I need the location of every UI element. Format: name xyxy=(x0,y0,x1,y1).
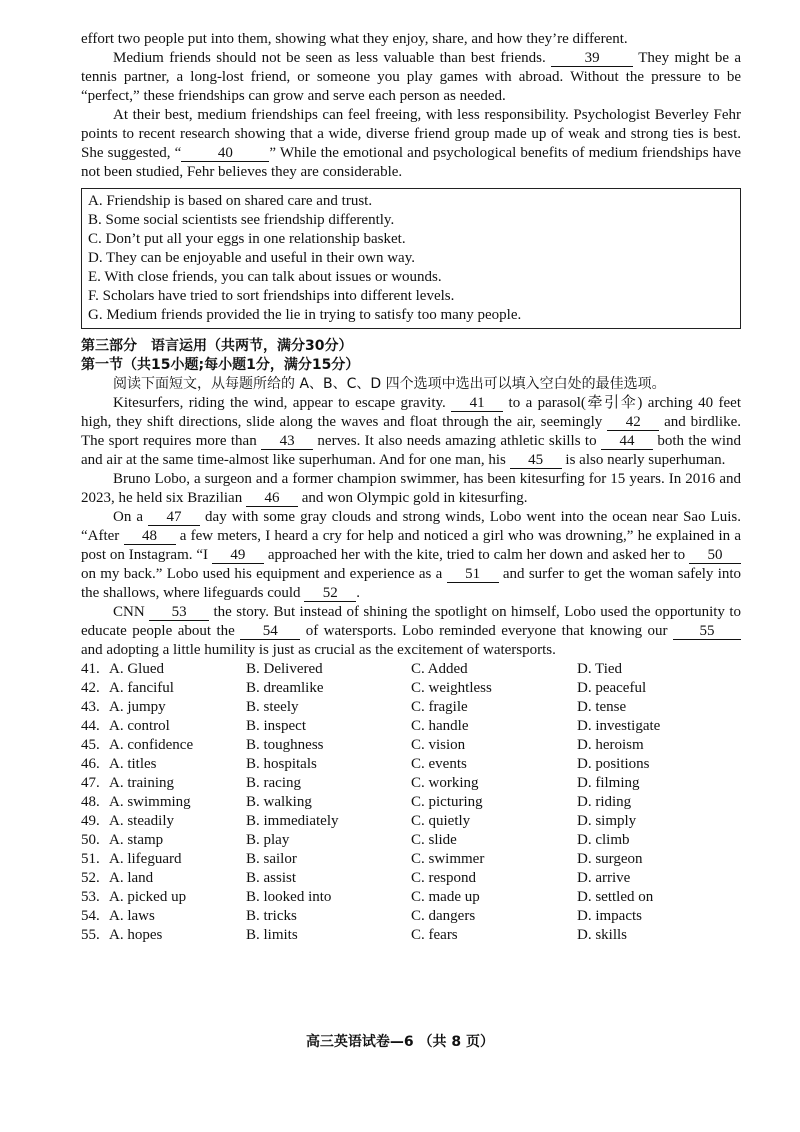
cloze-text: and birdlike. The sport requires more than xyxy=(81,414,741,449)
choice-b: B. tricks xyxy=(246,908,297,924)
question-number: 44. xyxy=(81,718,100,734)
blank-41: 41 xyxy=(451,396,503,412)
option-g: G. Medium friends provided the lie in trying to satisfy too many people. xyxy=(88,307,522,323)
choice-b: B. sailor xyxy=(246,851,297,867)
question-row xyxy=(81,679,741,698)
exam-page xyxy=(81,30,741,945)
choice-a: A. control xyxy=(109,718,170,734)
option-c: C. Don’t put all your eggs in one relationship basket. xyxy=(88,231,406,247)
choice-b: B. inspect xyxy=(246,718,306,734)
choice-b: B. hospitals xyxy=(246,756,317,772)
paragraph-text: ” While the emotional and psychological benefits of medium friendships have not been studied, Fehr believes they are considerable. xyxy=(81,145,741,180)
choice-b: B. dreamlike xyxy=(246,680,324,696)
cloze-text: of watersports. Lobo reminded everyone that knowing our xyxy=(305,623,668,639)
choice-d: D. tense xyxy=(577,699,627,715)
question-number: 49. xyxy=(81,813,100,829)
choice-c: C. Added xyxy=(411,661,468,677)
question-row xyxy=(81,850,741,869)
page-footer: 高三英语试卷—6 （共 8 页） xyxy=(305,1034,495,1050)
choice-d: D. climb xyxy=(577,832,630,848)
option-a: A. Friendship is based on shared care and trust. xyxy=(88,193,373,209)
choice-b: B. immediately xyxy=(246,813,339,829)
cloze-text: to a parasol(牵引伞) arching 40 feet high, they shift directions, slide along the waves and float through the air, seemingly xyxy=(81,395,742,430)
choice-c: C. quietly xyxy=(411,813,471,829)
choice-a: A. swimming xyxy=(109,794,191,810)
question-number: 46. xyxy=(81,756,100,772)
question-row xyxy=(81,755,741,774)
question-number: 50. xyxy=(81,832,100,848)
blank-54: 54 xyxy=(240,624,300,640)
cloze-text: approached her with the kite, tried to calm her down and asked her to xyxy=(267,547,686,563)
choice-c: C. swimmer xyxy=(411,851,485,867)
choice-d: D. arrive xyxy=(577,870,631,886)
choice-c: C. vision xyxy=(411,737,466,753)
blank-53: 53 xyxy=(149,605,209,621)
choice-d: D. riding xyxy=(577,794,632,810)
question-number: 51. xyxy=(81,851,100,867)
blank-51: 51 xyxy=(447,567,499,583)
question-row xyxy=(81,869,741,888)
choice-b: B. racing xyxy=(246,775,301,791)
question-number: 52. xyxy=(81,870,100,886)
question-row xyxy=(81,717,741,736)
cloze-text: day with some gray clouds and strong winds, Lobo went into the ocean near Sao Luis. “After xyxy=(81,509,741,544)
choice-c: C. picturing xyxy=(411,794,483,810)
blank-48: 48 xyxy=(124,529,176,545)
question-number: 41. xyxy=(81,661,100,677)
blank-39: 39 xyxy=(551,51,633,67)
question-row xyxy=(81,812,741,831)
question-row xyxy=(81,926,741,945)
blank-50: 50 xyxy=(689,548,741,564)
cloze-text: is also nearly superhuman. xyxy=(565,452,726,468)
choice-c: C. fears xyxy=(411,927,458,943)
choice-b: B. Delivered xyxy=(246,661,323,677)
cloze-text: and adopting a little humility is just as crucial as the excitement of watersports. xyxy=(81,642,556,658)
question-number: 53. xyxy=(81,889,100,905)
cloze-text: CNN xyxy=(113,604,145,620)
option-e: E. With close friends, you can talk about issues or wounds. xyxy=(88,269,442,285)
option-b: B. Some social scientists see friendship differently. xyxy=(88,212,395,228)
question-row xyxy=(81,774,741,793)
choice-c: C. events xyxy=(411,756,467,772)
instruction-text: 阅读下面短文，从每题所给的 A、B、C、D 四个选项中选出可以填入空白处的最佳选项。 xyxy=(113,376,666,392)
choice-a: A. jumpy xyxy=(109,699,166,715)
choice-a: A. steadily xyxy=(109,813,174,829)
blank-43: 43 xyxy=(261,434,313,450)
choice-b: B. play xyxy=(246,832,290,848)
cloze-paragraph-3 xyxy=(81,508,741,603)
choice-a: A. land xyxy=(109,870,154,886)
cloze-text: on my back.” Lobo used his equipment and experience as a xyxy=(81,566,443,582)
question-row xyxy=(81,698,741,717)
blank-42: 42 xyxy=(607,415,659,431)
choice-c: C. respond xyxy=(411,870,476,886)
cloze-paragraph-2 xyxy=(81,470,741,508)
paragraph-text: They might be a tennis partner, a long-lost friend, or someone you play games with abroad. Without the pressure to be “perfect,” these friendships can grow and serve each person as needed. xyxy=(81,50,742,104)
question-number: 54. xyxy=(81,908,100,924)
cloze-text: nerves. It also needs amazing athletic skills to xyxy=(317,433,597,449)
question-row xyxy=(81,831,741,850)
choice-d: D. impacts xyxy=(577,908,642,924)
choice-d: D. surgeon xyxy=(577,851,643,867)
cloze-text: . xyxy=(356,585,361,601)
blank-44: 44 xyxy=(601,434,653,450)
blank-55: 55 xyxy=(673,624,741,640)
sentence-options-box xyxy=(81,188,741,329)
choice-a: A. titles xyxy=(109,756,157,772)
choice-b: B. toughness xyxy=(246,737,324,753)
paragraph-medium-friends xyxy=(81,49,741,106)
section1-heading: 第一节（共15小题;每小题1分，满分15分） xyxy=(81,357,360,373)
choice-a: A. training xyxy=(109,775,174,791)
question-number: 47. xyxy=(81,775,100,791)
option-d: D. They can be enjoyable and useful in their own way. xyxy=(88,250,415,266)
choice-a: A. confidence xyxy=(109,737,194,753)
blank-46: 46 xyxy=(246,491,298,507)
choice-d: D. settled on xyxy=(577,889,654,905)
question-row xyxy=(81,660,741,679)
choice-a: A. stamp xyxy=(109,832,164,848)
question-list xyxy=(81,660,741,945)
choice-b: B. limits xyxy=(246,927,298,943)
blank-40: 40 xyxy=(181,146,269,162)
cloze-text: On a xyxy=(113,509,144,525)
choice-c: C. weightless xyxy=(411,680,492,696)
cloze-text: Kitesurfers, riding the wind, appear to escape gravity. xyxy=(113,395,446,411)
choice-d: D. peaceful xyxy=(577,680,647,696)
option-f: F. Scholars have tried to sort friendships into different levels. xyxy=(88,288,455,304)
blank-52: 52 xyxy=(304,586,356,602)
choice-a: A. laws xyxy=(109,908,155,924)
choice-c: C. dangers xyxy=(411,908,476,924)
cloze-text: and won Olympic gold in kitesurfing. xyxy=(301,490,528,506)
choice-a: A. Glued xyxy=(109,661,164,677)
question-row xyxy=(81,793,741,812)
blank-49: 49 xyxy=(212,548,264,564)
choice-b: B. walking xyxy=(246,794,312,810)
question-number: 43. xyxy=(81,699,100,715)
paragraph-text: At their best, medium friendships can feel freeing, with less responsibility. Psychologist Beverley Fehr points to recent research showing that a wide, diverse friend group made up of weak and strong ties is best. She suggested, “ xyxy=(81,107,741,161)
question-number: 42. xyxy=(81,680,100,696)
cloze-text: both the wind and air at the same time-almost like superhuman. And for one man, his xyxy=(81,433,742,468)
cloze-text: the story. But instead of shining the spotlight on himself, Lobo used the opportunity to educate people about the xyxy=(81,604,742,639)
blank-47: 47 xyxy=(148,510,200,526)
choice-c: C. fragile xyxy=(411,699,468,715)
choice-d: D. simply xyxy=(577,813,637,829)
question-row xyxy=(81,907,741,926)
choice-b: B. looked into xyxy=(246,889,332,905)
cloze-paragraph-1 xyxy=(81,394,741,470)
question-row xyxy=(81,736,741,755)
choice-d: D. Tied xyxy=(577,661,623,677)
choice-a: A. hopes xyxy=(109,927,163,943)
question-number: 48. xyxy=(81,794,100,810)
choice-d: D. skills xyxy=(577,927,628,943)
cloze-paragraph-4 xyxy=(81,603,741,660)
choice-c: C. working xyxy=(411,775,479,791)
question-number: 55. xyxy=(81,927,100,943)
cloze-text: a few meters, I heard a cry for help and noticed a girl who was drowning,” he explained in a post on Instagram. “I xyxy=(81,528,741,563)
choice-b: B. steely xyxy=(246,699,299,715)
question-row xyxy=(81,888,741,907)
paragraph-text: Medium friends should not be seen as less valuable than best friends. xyxy=(113,50,546,66)
question-number: 45. xyxy=(81,737,100,753)
choice-c: C. made up xyxy=(411,889,480,905)
choice-d: D. investigate xyxy=(577,718,661,734)
choice-d: D. heroism xyxy=(577,737,644,753)
paragraph-at-their-best xyxy=(81,106,741,182)
paragraph-continuation: effort two people put into them, showing what they enjoy, share, and how they’re different. xyxy=(81,31,628,47)
choice-b: B. assist xyxy=(246,870,297,886)
blank-45: 45 xyxy=(510,453,562,469)
cloze-text: Bruno Lobo, a surgeon and a former champion swimmer, has been kitesurfing for 15 years. In 2016 and 2023, he held six Brazilian xyxy=(81,471,741,506)
part3-heading: 第三部分 语言运用（共两节，满分30分） xyxy=(81,338,353,354)
choice-c: C. handle xyxy=(411,718,469,734)
choice-c: C. slide xyxy=(411,832,457,848)
choice-d: D. positions xyxy=(577,756,650,772)
choice-a: A. fanciful xyxy=(109,680,174,696)
choice-d: D. filming xyxy=(577,775,640,791)
choice-a: A. picked up xyxy=(109,889,187,905)
cloze-text: and surfer to get the woman safely into the shallows, where lifeguards could xyxy=(81,566,742,601)
choice-a: A. lifeguard xyxy=(109,851,182,867)
